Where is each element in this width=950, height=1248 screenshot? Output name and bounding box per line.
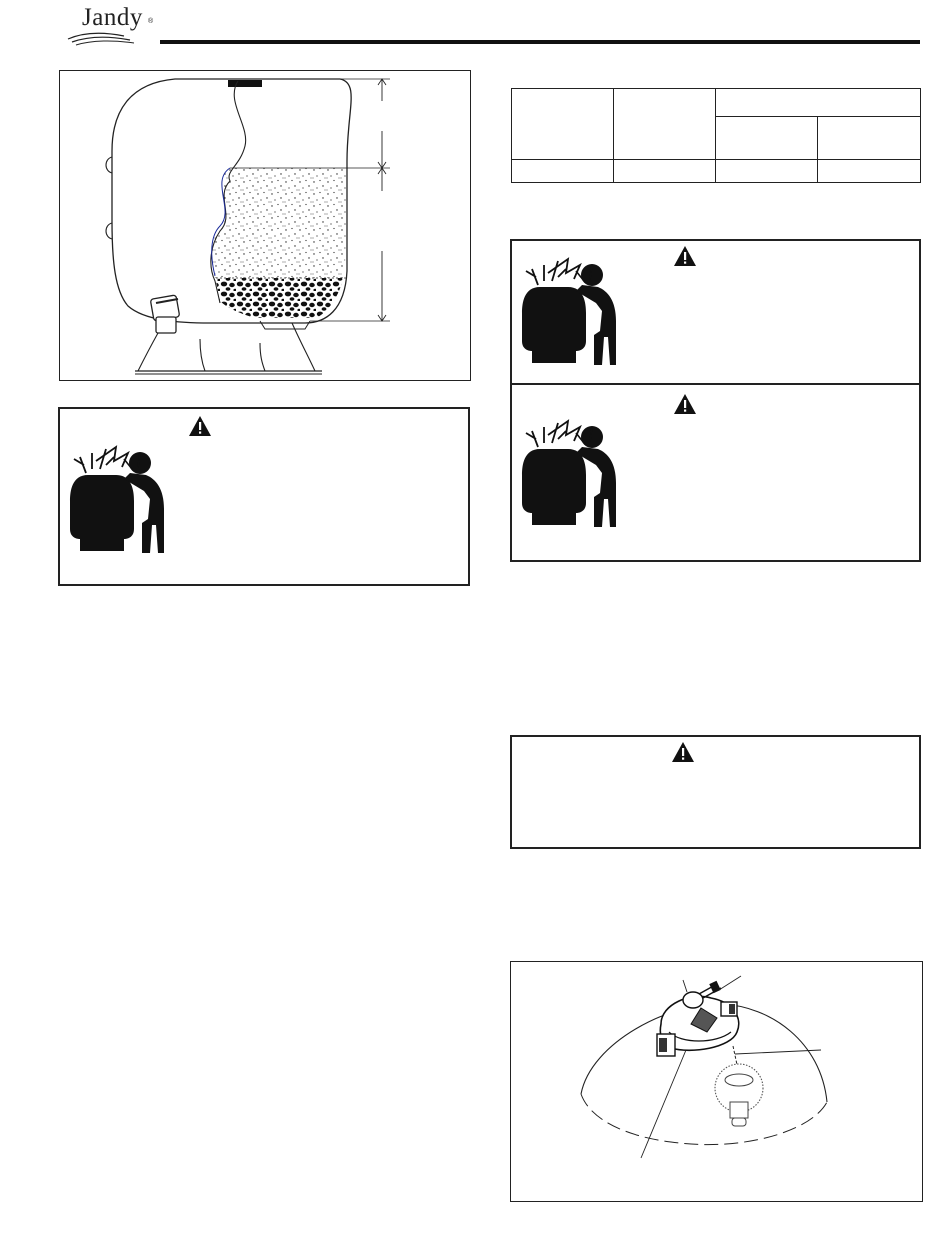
drain-valve-icon: [150, 295, 179, 333]
tank-explosion-hazard-icon: [66, 439, 166, 557]
specification-table: [511, 88, 921, 183]
filter-tank-figure: [59, 70, 471, 381]
warning-box-left: [58, 407, 470, 586]
warning-box-caution: [510, 735, 921, 849]
table-header-cell: [614, 89, 716, 160]
warning-box-right-double: [510, 239, 921, 562]
valve-dome-illustration: [511, 962, 922, 1201]
warning-triangle-icon: [671, 741, 695, 763]
valve-assembly-figure: [510, 961, 923, 1202]
tank-explosion-hazard-icon: [518, 413, 618, 531]
table-header-cell: [716, 89, 921, 117]
warning-box-divider: [512, 383, 919, 385]
table-subheader-cell: [716, 117, 818, 159]
table-cell: [614, 159, 716, 182]
warning-triangle-icon: [188, 415, 212, 437]
table-cell: [818, 159, 921, 182]
warning-triangle-icon: [673, 393, 697, 415]
table-row: [512, 159, 921, 182]
logo-wordmark: Jandy: [82, 4, 143, 31]
table-cell: [512, 159, 614, 182]
jandy-logo: [64, 6, 164, 46]
multiport-valve-icon: [657, 981, 739, 1056]
table-header-cell: [512, 89, 614, 160]
filter-tank-cutaway-illustration: [60, 71, 470, 380]
warning-triangle-icon: [673, 245, 697, 267]
header-rule: [160, 40, 920, 44]
diffuser-icon: [715, 1046, 763, 1126]
tank-explosion-hazard-icon: [518, 251, 618, 369]
logo-registered-mark: ®: [148, 18, 154, 25]
table-subheader-cell: [818, 117, 921, 159]
table-cell: [716, 159, 818, 182]
